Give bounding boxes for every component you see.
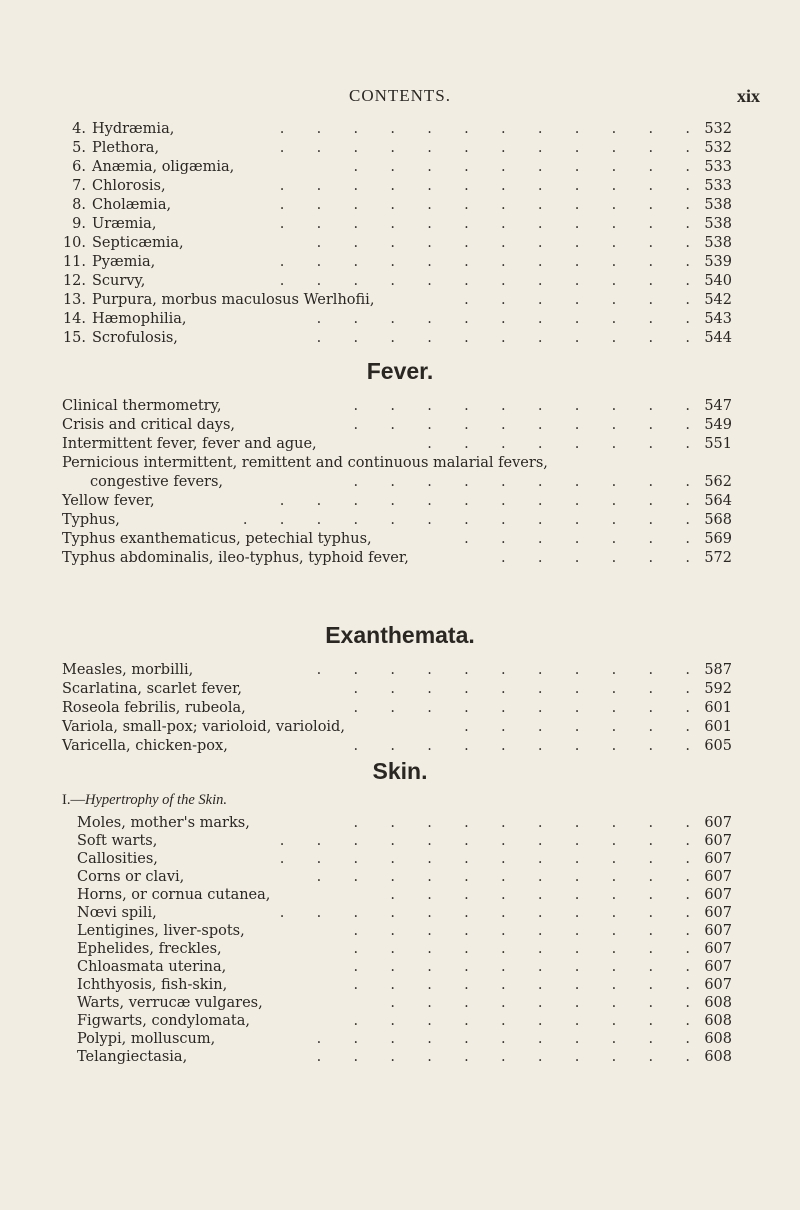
- toc-entry-page: 532: [704, 121, 732, 137]
- toc-entry-text: Typhus abdominalis, ileo-typhus, typhoid fever,: [62, 550, 409, 566]
- toc-entry-page: 608: [704, 1049, 732, 1065]
- toc-entry-label: [62, 699, 246, 718]
- toc-entry-page: 607: [704, 851, 732, 867]
- toc-entry-page: 587: [704, 662, 732, 678]
- dot-leader: . . . . . . . . . . . .: [279, 833, 690, 849]
- toc-entry-page: 551: [704, 436, 732, 452]
- toc-entry-page: 568: [704, 512, 732, 528]
- toc-entry-label: [77, 814, 250, 832]
- toc-entry-text: Telangiectasia,: [77, 1049, 188, 1065]
- dot-leader: . . . . . . . . . . . .: [279, 140, 690, 156]
- toc-entry-page: 539: [704, 254, 732, 270]
- toc-entry-label: [62, 253, 155, 272]
- toc-entry: [0, 718, 800, 737]
- dot-leader: . . . . . . . . . .: [353, 923, 690, 939]
- toc-entry-label: [77, 1048, 187, 1066]
- toc-entry-number: 4.: [72, 121, 86, 137]
- toc-entry-text: Soft warts,: [77, 833, 158, 849]
- toc-entry-page: 607: [704, 815, 732, 831]
- skin-subheading: [62, 792, 227, 809]
- dot-leader: . . . . . . . . . .: [353, 738, 690, 754]
- toc-entry: [0, 139, 800, 158]
- toc-entry: [0, 994, 800, 1012]
- toc-entry-number: 11.: [62, 254, 86, 270]
- toc-entry-number: 14.: [62, 311, 86, 327]
- toc-entry-text: Septicæmia,: [92, 235, 184, 251]
- toc-entry-text: Crisis and critical days,: [62, 417, 236, 433]
- toc-entry: [0, 737, 800, 756]
- toc-entry-text: Hæmophilia,: [92, 311, 187, 327]
- toc-entry-label: [62, 454, 548, 473]
- toc-entry-page: 543: [704, 311, 732, 327]
- toc-entry-label: [62, 397, 221, 416]
- exanthemata-contents-list: [0, 661, 800, 756]
- toc-entry-label: [62, 234, 184, 253]
- toc-entry: [0, 310, 800, 329]
- toc-entry: [0, 435, 800, 454]
- toc-entry: [0, 904, 800, 922]
- toc-entry-text: Typhus,: [62, 512, 120, 528]
- toc-entry-label: [77, 922, 245, 940]
- toc-entry-page: 533: [704, 159, 732, 175]
- toc-entry-text: Horns, or cornua cutanea,: [77, 887, 271, 903]
- toc-entry-text: Lentigines, liver-spots,: [77, 923, 245, 939]
- dot-leader: . . . . . . . . . . . .: [279, 851, 690, 867]
- toc-entry-page: 564: [704, 493, 732, 509]
- toc-entry-text: Polypi, molluscum,: [77, 1031, 216, 1047]
- toc-entry-text: Plethora,: [92, 140, 160, 156]
- toc-entry: [0, 215, 800, 234]
- toc-entry-page: 605: [704, 738, 732, 754]
- toc-entry-page: 607: [704, 923, 732, 939]
- toc-entry-text: Clinical thermometry,: [62, 398, 222, 414]
- dot-leader: . . . . . . . . . . .: [316, 1031, 690, 1047]
- toc-entry-page: 572: [704, 550, 732, 566]
- toc-entry-label: [62, 158, 234, 177]
- toc-entry-text: Anæmia, oligæmia,: [92, 159, 235, 175]
- toc-entry: [0, 549, 800, 568]
- toc-entry-page: 538: [704, 216, 732, 232]
- toc-entry: [0, 120, 800, 139]
- toc-entry: [0, 1030, 800, 1048]
- toc-entry-text: Measles, morbilli,: [62, 662, 194, 678]
- toc-entry-text: Hydræmia,: [92, 121, 175, 137]
- toc-entry-label: [90, 473, 223, 492]
- toc-entry-label: [62, 215, 156, 234]
- toc-entry-text: Warts, verrucæ vulgares,: [77, 995, 263, 1011]
- toc-entry-label: [62, 329, 178, 348]
- dot-leader: . . . . . . . . . .: [353, 700, 690, 716]
- toc-entry-label: [62, 435, 317, 454]
- toc-entry-page: 538: [704, 197, 732, 213]
- toc-entry-text: Uræmia,: [92, 216, 157, 232]
- dot-leader: . . . . . . . . . .: [353, 941, 690, 957]
- toc-entry-label: [62, 272, 145, 291]
- toc-entry-page: 607: [704, 977, 732, 993]
- toc-entry: [0, 454, 800, 473]
- toc-entry: [0, 680, 800, 699]
- toc-entry-text: Intermittent fever, fever and ague,: [62, 436, 317, 452]
- skin-heading: Skin.: [372, 758, 428, 784]
- toc-entry-label: [77, 832, 157, 850]
- toc-entry-text: Chloasmata uterina,: [77, 959, 227, 975]
- toc-entry-text: Callosities,: [77, 851, 158, 867]
- dot-leader: . . . . . . . . . . . . .: [242, 512, 690, 528]
- toc-entry-text: Ichthyosis, fish-skin,: [77, 977, 228, 993]
- toc-entry-text: Figwarts, condylomata,: [77, 1013, 250, 1029]
- toc-entry-label: [77, 1030, 215, 1048]
- dot-leader: . . . . . . . . . . . .: [279, 493, 690, 509]
- dot-leader: . . . . . . . . . . .: [316, 662, 690, 678]
- toc-entry: [0, 177, 800, 196]
- toc-entry-text: Moles, mother's marks,: [77, 815, 250, 831]
- toc-entry: [0, 814, 800, 832]
- toc-entry: [0, 397, 800, 416]
- dot-leader: . . . . . . . . . . .: [316, 235, 690, 251]
- toc-entry-label: [77, 1012, 250, 1030]
- exanthemata-heading: Exanthemata.: [325, 622, 475, 648]
- toc-entry-label: [77, 886, 270, 904]
- dot-leader: . . . . . . . . . . . .: [279, 254, 690, 270]
- toc-entry-label: [62, 492, 155, 511]
- toc-entry: [0, 850, 800, 868]
- toc-entry-page: 542: [704, 292, 732, 308]
- toc-entry-page: 538: [704, 235, 732, 251]
- toc-entry-text: Roseola febrilis, rubeola,: [62, 700, 246, 716]
- toc-entry-number: 7.: [72, 178, 86, 194]
- page-header: [0, 86, 800, 110]
- toc-entry-text: Scurvy,: [92, 273, 146, 289]
- toc-entry-text: Scarlatina, scarlet fever,: [62, 681, 243, 697]
- toc-entry-text: Corns or clavi,: [77, 869, 185, 885]
- toc-entry-label: [62, 416, 235, 435]
- toc-entry-number: 10.: [62, 235, 86, 251]
- toc-entry-text: congestive fevers,: [90, 474, 224, 490]
- toc-entry-page: 533: [704, 178, 732, 194]
- toc-entry-page: 562: [704, 474, 732, 490]
- toc-entry-page: 607: [704, 959, 732, 975]
- dot-leader: . . . . . . . . . .: [353, 1013, 690, 1029]
- toc-entry-label: [62, 139, 159, 158]
- toc-entry-number: 5.: [72, 140, 86, 156]
- toc-entry-number: 6.: [72, 159, 86, 175]
- toc-entry-page: 544: [704, 330, 732, 346]
- toc-entry: [0, 530, 800, 549]
- dot-leader: . . . . . . . . . . . .: [279, 121, 690, 137]
- toc-entry: [0, 196, 800, 215]
- toc-entry: [0, 272, 800, 291]
- running-title: CONTENTS.: [348, 86, 452, 105]
- page-number: xix: [737, 86, 761, 106]
- toc-entry-page: 592: [704, 681, 732, 697]
- toc-entry-text: Purpura, morbus maculosus Werlhofii,: [92, 292, 375, 308]
- toc-entry-label: [77, 904, 157, 922]
- dot-leader: . . . . . . . . . . .: [316, 330, 690, 346]
- toc-entry-label: [62, 530, 372, 549]
- toc-entry-page: 608: [704, 1013, 732, 1029]
- skin-contents-list: [0, 814, 800, 1066]
- toc-entry-page: 601: [704, 700, 732, 716]
- toc-entry-page: 532: [704, 140, 732, 156]
- toc-entry-text: Scrofulosis,: [92, 330, 178, 346]
- toc-entry-page: 540: [704, 273, 732, 289]
- toc-entry: [0, 492, 800, 511]
- toc-entry-label: [62, 737, 228, 756]
- dot-leader: . . . . . . . .: [427, 436, 690, 452]
- dot-leader: . . . . . . . . . . . .: [279, 273, 690, 289]
- toc-entry-label: [62, 196, 171, 215]
- toc-entry-label: [62, 120, 174, 139]
- toc-entry-label: [62, 511, 120, 530]
- subheading-text: Hypertrophy of the Skin.: [84, 792, 227, 808]
- dot-leader: . . . . . . . . . . . .: [279, 216, 690, 232]
- toc-entry-text: Cholæmia,: [92, 197, 172, 213]
- toc-entry-number: 13.: [62, 292, 86, 308]
- toc-entry-page: 569: [704, 531, 732, 547]
- toc-entry-page: 608: [704, 995, 732, 1011]
- toc-entry-page: 607: [704, 833, 732, 849]
- toc-entry: [0, 1048, 800, 1066]
- toc-entry-label: [77, 994, 263, 1012]
- toc-entry: [0, 1012, 800, 1030]
- toc-entry-label: [77, 958, 226, 976]
- toc-entry-page: 549: [704, 417, 732, 433]
- toc-entry: [0, 976, 800, 994]
- dot-leader: . . . . . . . . . . . .: [279, 178, 690, 194]
- dot-leader: . . . . . . . . . . . .: [279, 905, 690, 921]
- toc-entry-number: 12.: [62, 273, 86, 289]
- dot-leader: . . . . . . . . . . .: [316, 869, 690, 885]
- fever-contents-list: [0, 397, 800, 568]
- toc-entry-text: Pernicious intermittent, remittent and continuous malarial fevers,: [62, 455, 548, 471]
- toc-entry-label: [62, 661, 193, 680]
- dot-leader: . . . . . . . . . .: [353, 959, 690, 975]
- toc-entry: [0, 940, 800, 958]
- toc-entry: [0, 234, 800, 253]
- toc-entry: [0, 922, 800, 940]
- fever-heading: Fever.: [366, 358, 434, 384]
- toc-entry-label: [77, 940, 222, 958]
- toc-entry-label: [77, 850, 158, 868]
- toc-entry-label: [62, 680, 242, 699]
- toc-entry-number: 8.: [72, 197, 86, 213]
- dot-leader: . . . . . .: [501, 550, 690, 566]
- toc-entry: [0, 661, 800, 680]
- toc-entry-text: Pyæmia,: [92, 254, 156, 270]
- toc-entry-label: [62, 549, 409, 568]
- toc-entry-number: 15.: [62, 330, 86, 346]
- toc-entry: [0, 291, 800, 310]
- dot-leader: . . . . . . . . . .: [353, 417, 690, 433]
- dot-leader: . . . . . . .: [464, 531, 690, 547]
- toc-entry-number: 9.: [72, 216, 86, 232]
- toc-entry-page: 607: [704, 941, 732, 957]
- toc-entry: [0, 158, 800, 177]
- toc-entry-label: [62, 177, 166, 196]
- toc-entry: [0, 886, 800, 904]
- toc-entry-text: Chlorosis,: [92, 178, 166, 194]
- dot-leader: . . . . . . . . .: [390, 887, 690, 903]
- toc-entry-page: 547: [704, 398, 732, 414]
- toc-entry-label: [77, 976, 227, 994]
- dot-leader: . . . . . . . . . .: [353, 398, 690, 414]
- toc-entry-text: Variola, small-pox; varioloid, varioloid,: [62, 719, 345, 735]
- toc-entry-text: Varicella, chicken-pox,: [62, 738, 228, 754]
- dot-leader: . . . . . . . . . .: [353, 681, 690, 697]
- toc-entry: [0, 329, 800, 348]
- toc-entry-label: [62, 310, 187, 329]
- toc-entry-text: Typhus exanthematicus, petechial typhus,: [62, 531, 372, 547]
- toc-entry-label: [62, 718, 345, 737]
- toc-entry: [0, 832, 800, 850]
- dot-leader: . . . . . . . . . . .: [316, 311, 690, 327]
- toc-entry: [0, 253, 800, 272]
- dot-leader: . . . . . . .: [464, 719, 690, 735]
- toc-entry-page: 607: [704, 887, 732, 903]
- toc-entry-text: Yellow fever,: [62, 493, 155, 509]
- dot-leader: . . . . . . . . . .: [353, 474, 690, 490]
- toc-entry-label: [62, 291, 374, 310]
- dot-leader: . . . . . . . . . .: [353, 977, 690, 993]
- toc-entry-text: Ephelides, freckles,: [77, 941, 222, 957]
- dot-leader: . . . . . . . . .: [390, 995, 690, 1011]
- dot-leader: . . . . . . . . . .: [353, 159, 690, 175]
- toc-entry: [0, 511, 800, 530]
- dot-leader: . . . . . . . . . .: [353, 815, 690, 831]
- toc-entry: [0, 416, 800, 435]
- toc-entry-page: 607: [704, 869, 732, 885]
- dot-leader: . . . . . . . . . . .: [316, 1049, 690, 1065]
- dot-leader: . . . . . . .: [464, 292, 690, 308]
- toc-entry: [0, 473, 800, 492]
- numbered-contents-list: [0, 120, 800, 348]
- toc-entry-page: 607: [704, 905, 732, 921]
- toc-entry: [0, 868, 800, 886]
- toc-entry: [0, 958, 800, 976]
- dot-leader: . . . . . . . . . . . .: [279, 197, 690, 213]
- toc-entry-text: Nœvi spili,: [77, 905, 157, 921]
- toc-entry: [0, 699, 800, 718]
- subheading-prefix: I.—: [62, 792, 85, 808]
- toc-entry-page: 601: [704, 719, 732, 735]
- toc-entry-page: 608: [704, 1031, 732, 1047]
- toc-entry-label: [77, 868, 184, 886]
